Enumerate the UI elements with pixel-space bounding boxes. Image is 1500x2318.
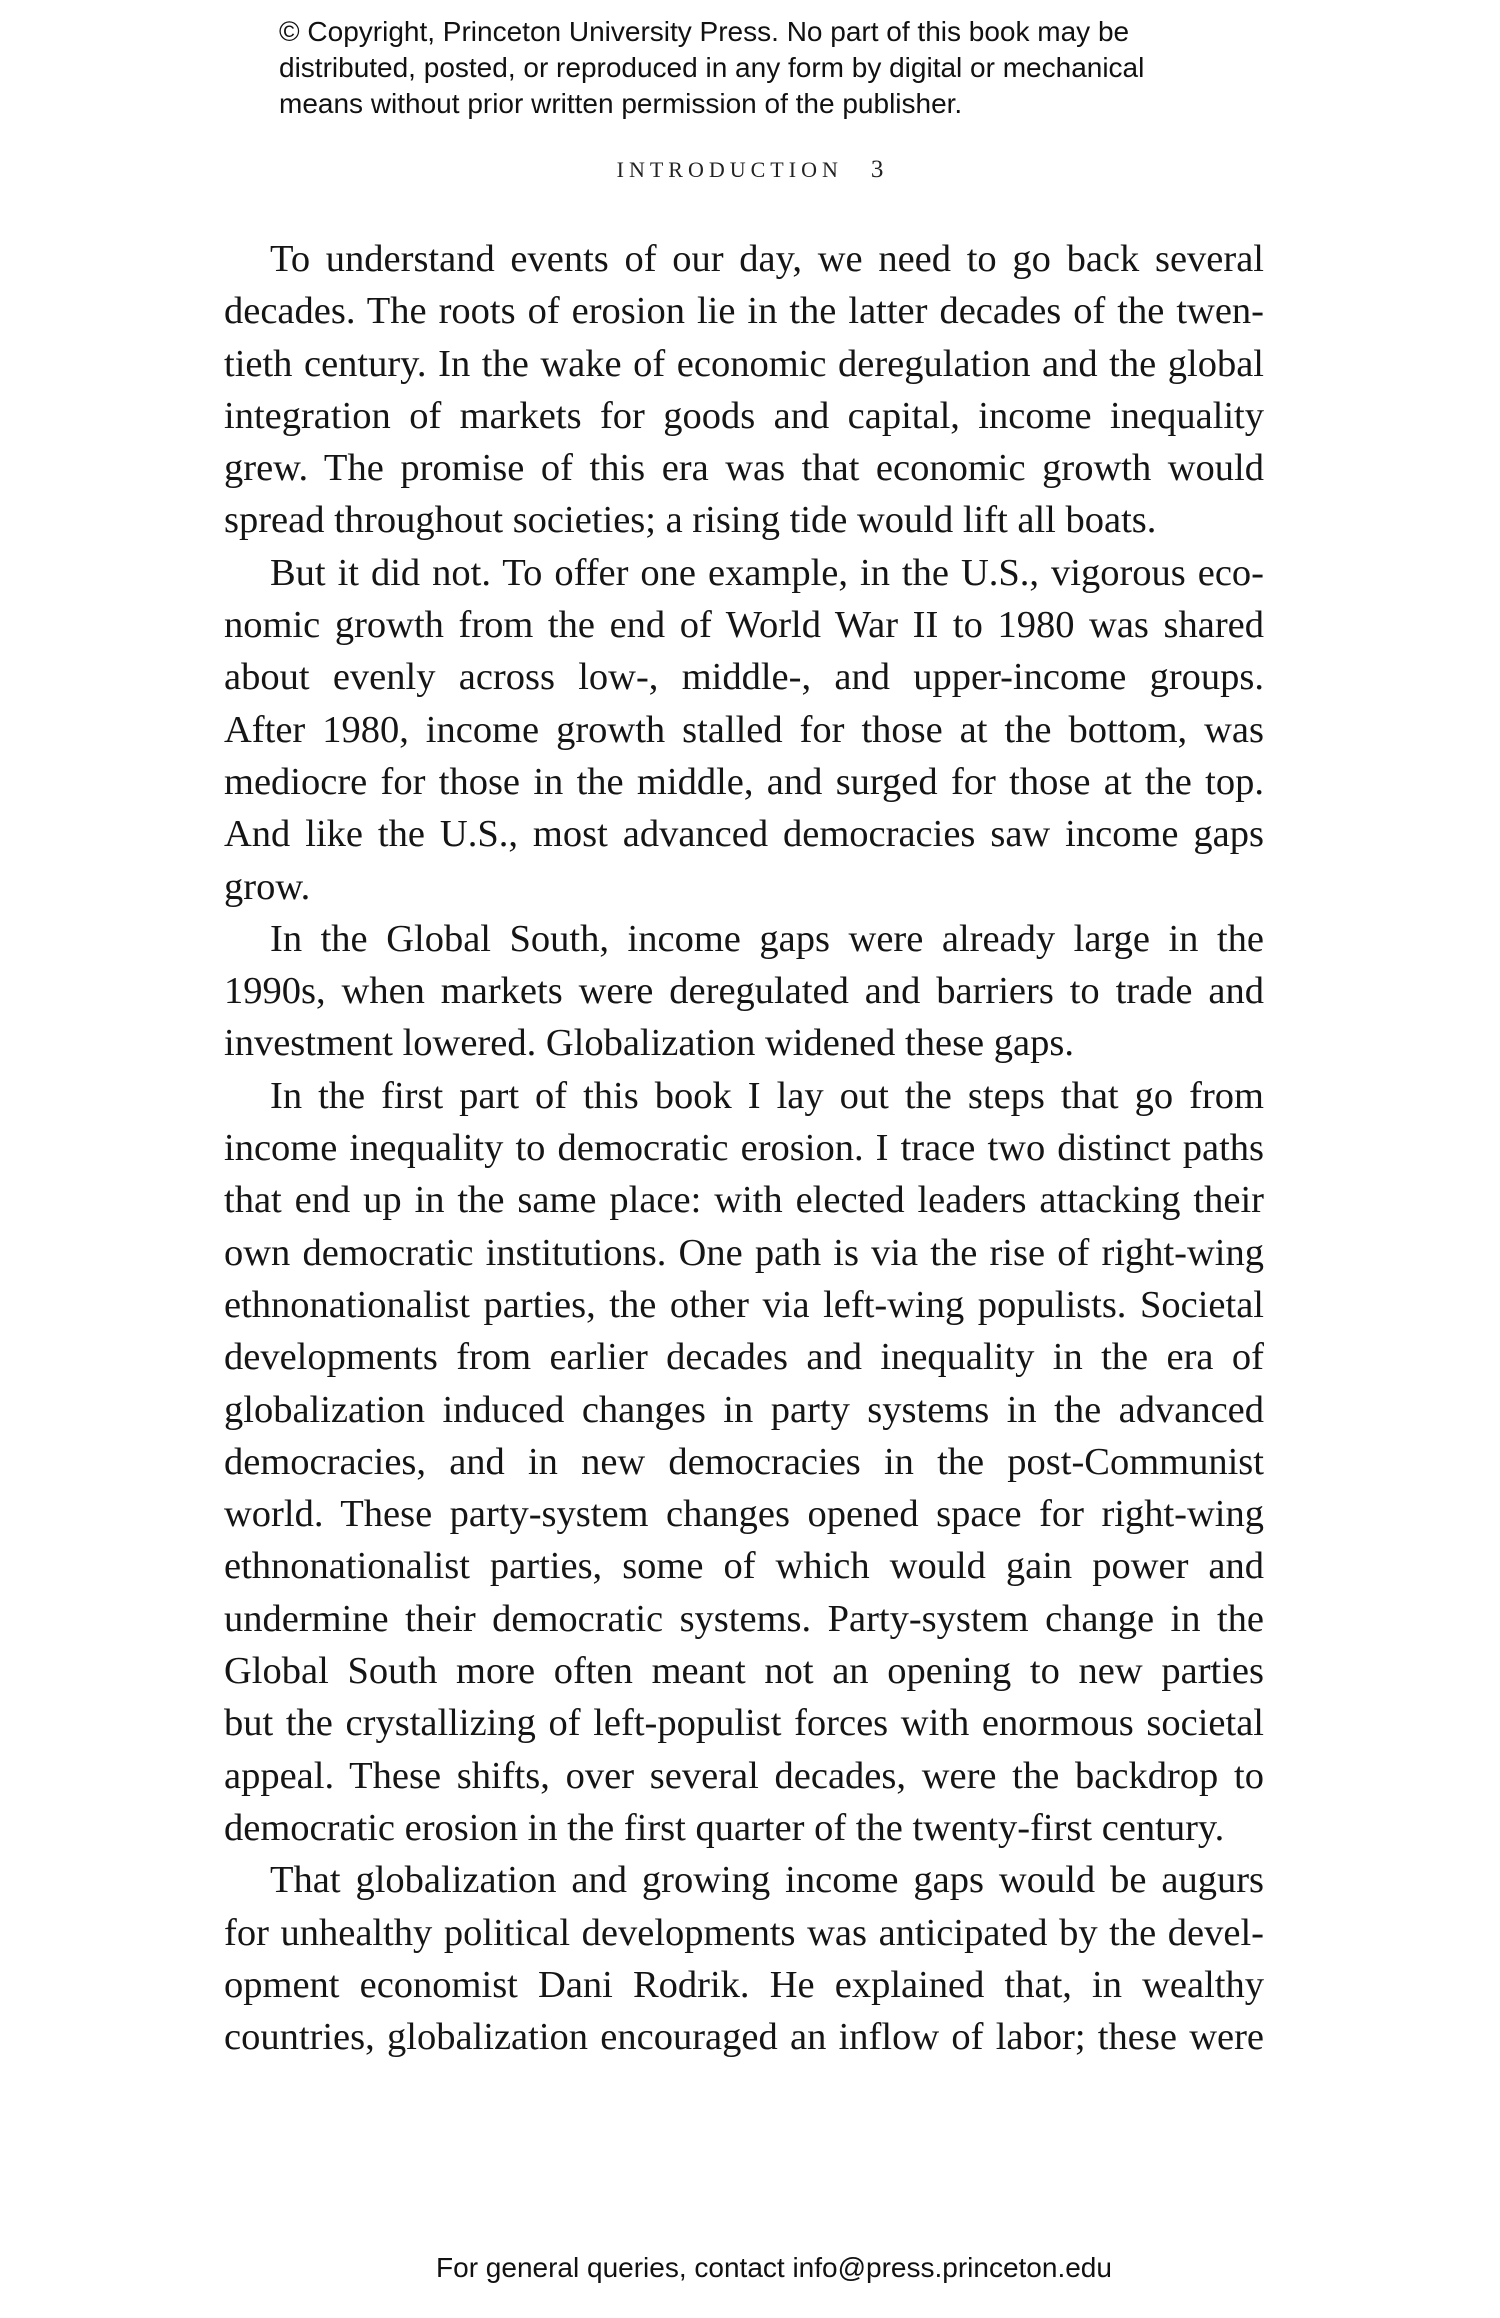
text-line: After 1980, income growth stalled for those at the bottom, was [224, 708, 1264, 751]
paragraph [224, 547, 1264, 913]
text-line: decades. The roots of erosion lie in the latter decades of the twen- [224, 290, 1264, 333]
running-head-section: INTRODUCTION [616, 157, 843, 182]
text-line: investment lowered. Globalization widened these gaps. [224, 1022, 1074, 1065]
text-line: Global South more often meant not an opening to new parties [224, 1650, 1264, 1693]
text-line: And like the U.S., most advanced democracies saw income gaps [224, 813, 1264, 856]
copyright-notice [279, 14, 1279, 122]
text-line: but the crystallizing of left-populist forces with enormous societal [224, 1702, 1264, 1745]
text-line: integration of markets for goods and capital, income inequality [224, 394, 1264, 437]
text-line: income inequality to democratic erosion. I trace two distinct paths [224, 1127, 1264, 1170]
copyright-line: means without prior written permission of the publisher. [279, 88, 963, 119]
text-line: tieth century. In the wake of economic deregulation and the global [224, 342, 1264, 385]
text-line: grew. The promise of this era was that economic growth would [224, 447, 1264, 490]
copyright-line: distributed, posted, or reproduced in any form by digital or mechanical [279, 52, 1145, 83]
text-line: about evenly across low-, middle-, and upper-income groups. [224, 656, 1264, 699]
text-line: undermine their democratic systems. Party-system change in the [224, 1597, 1264, 1640]
text-line: ethnonationalist parties, some of which would gain power and [224, 1545, 1264, 1588]
page-number: 3 [870, 156, 884, 183]
text-line: democracies, and in new democracies in the post-Communist [224, 1440, 1264, 1483]
text-line: world. These party-system changes opened space for right-wing [224, 1493, 1264, 1536]
text-line: democratic erosion in the first quarter of the twenty-first century. [224, 1806, 1225, 1849]
paragraph [224, 233, 1264, 547]
paragraph [224, 1854, 1264, 2063]
paragraph [224, 913, 1264, 1070]
text-line: that end up in the same place: with elected leaders attacking their [224, 1179, 1264, 1222]
text-line: In the Global South, income gaps were already large in the [270, 917, 1264, 960]
text-line: developments from earlier decades and inequality in the era of [224, 1336, 1264, 1379]
text-line: In the first part of this book I lay out the steps that go from [270, 1074, 1264, 1117]
text-line: countries, globalization encouraged an inflow of labor; these were [224, 2016, 1264, 2059]
text-line: mediocre for those in the middle, and surged for those at the top. [224, 760, 1264, 803]
copyright-line: © Copyright, Princeton University Press. No part of this book may be [279, 16, 1130, 47]
text-line: own democratic institutions. One path is via the rise of right-wing [224, 1231, 1264, 1274]
footer-contact: For general queries, contact info@press.princeton.edu [436, 2252, 1112, 2283]
text-line: That globalization and growing income gaps would be augurs [270, 1859, 1264, 1902]
text-line: ethnonationalist parties, the other via left-wing populists. Societal [224, 1283, 1264, 1326]
text-line: spread throughout societies; a rising tide would lift all boats. [224, 499, 1157, 542]
text-line: To understand events of our day, we need to go back several [270, 238, 1264, 280]
paragraph [224, 1070, 1264, 1854]
text-line: globalization induced changes in party systems in the advanced [224, 1388, 1264, 1431]
text-line: for unhealthy political developments was anticipated by the devel- [224, 1911, 1264, 1954]
text-line: grow. [224, 865, 311, 908]
text-line: nomic growth from the end of World War II to 1980 was shared [224, 604, 1264, 647]
text-line: 1990s, when markets were deregulated and barriers to trade and [224, 970, 1264, 1013]
text-line: But it did not. To offer one example, in the U.S., vigorous eco- [270, 551, 1264, 594]
text-line: opment economist Dani Rodrik. He explained that, in wealthy [224, 1963, 1264, 2006]
running-head [0, 156, 1500, 184]
body-text [224, 233, 1264, 2063]
text-line: appeal. These shifts, over several decades, were the backdrop to [224, 1754, 1264, 1797]
